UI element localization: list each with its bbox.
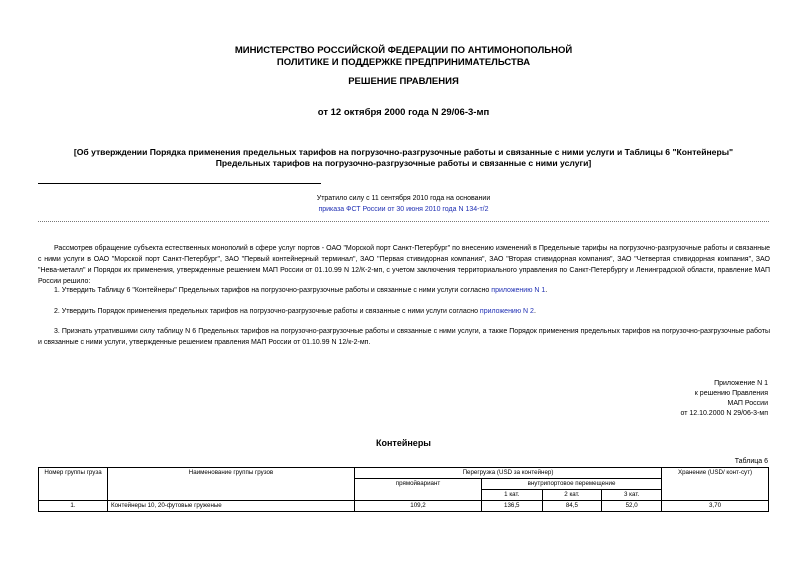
header-cat-3: 3 кат. xyxy=(602,490,662,501)
table-label: Таблица 6 xyxy=(734,458,768,465)
status-note xyxy=(0,194,807,215)
row-cat-2: 84,5 xyxy=(542,501,602,512)
header-port-move: внутрипортовое перемещение xyxy=(482,479,662,490)
item-2-text: 2. Утвердить Порядок применения предельных тарифов на погрузочно-разгрузочные работы и связанные с ними услуги согласно xyxy=(54,308,480,315)
header-num: Номер группы груза xyxy=(39,468,108,501)
header-transship: Перегрузка (USD за контейнер) xyxy=(355,468,662,479)
appendix-line-2: к решению Правления xyxy=(694,390,768,397)
ministry-line-2: ПОЛИТИКЕ И ПОДДЕРЖКЕ ПРЕДПРИНИМАТЕЛЬСТВА xyxy=(276,57,531,68)
item-1: 1. Утвердить Таблицу 6 "Контейнеры" Предельных тарифов на погрузочно-разгрузочные работы и связанные с ними услуги согласно приложению N 1. xyxy=(54,287,548,294)
tariff-table xyxy=(38,467,769,512)
header-direct: прямойвариант xyxy=(355,479,482,501)
appendix-1-link[interactable]: приложению N 1 xyxy=(491,287,546,294)
row-cat-3: 52,0 xyxy=(602,501,662,512)
appendix-2-link[interactable]: приложению N 2 xyxy=(479,308,534,315)
doc-title xyxy=(0,147,807,169)
item-3: 3. Признать утратившими силу таблицу N 6 Предельных тарифов на погрузочно-разгрузочные работы и связанные с ними услуги, а также Порядок применения предельных тарифов на погрузочно-разгрузочные работы и связанные с ними услуги, утвержденные решением правления МАП России от 01.10.99 N 12/к-2-мп. xyxy=(38,328,770,346)
header-name: Наименование группы грузов xyxy=(108,468,355,501)
table-row xyxy=(39,501,769,512)
status-rule xyxy=(38,221,769,222)
item-2: 2. Утвердить Порядок применения предельных тарифов на погрузочно-разгрузочные работы и связанные с ними услуги согласно приложению N 2. xyxy=(54,308,536,315)
row-num: 1. xyxy=(39,501,108,512)
intro-paragraph: Рассмотрев обращение субъекта естественных монополий в сфере услуг портов - ОАО "Морской порт Санкт-Петербург" по внесению изменений в Предельные тарифы на погрузочно-разгрузочные работы и связанные с ними услуги в ОАО "Морской порт Санкт-Петербург", ЗАО "Первый контейнерный терминал", ЗАО "Первая стивидорная компания", ЗАО "Вторая стивидорная компания", ЗАО "Четвертая стивидорная компания", ЗАО "Нева-металл" и Порядок их применения, утвержденные решением МАП России от 01.10.99 N 12/К-2-мп, с учетом заключения территориального управления по Санкт-Петербургу и Ленинградской области, правление МАП России решило: xyxy=(38,245,770,285)
appendix-line-1: Приложение N 1 xyxy=(714,380,768,387)
row-name: Контейнеры 10, 20-футовые груженые xyxy=(108,501,355,512)
header-cat-1: 1 кат. xyxy=(482,490,543,501)
status-text: Утратило силу с 11 сентября 2010 года на основании xyxy=(316,195,491,202)
status-link[interactable]: приказа ФСТ России от 30 июня 2010 года N 134-т/2 xyxy=(318,205,489,213)
doc-date: от 12 октября 2000 года N 29/06-3-мп xyxy=(317,107,490,118)
appendix-caption xyxy=(560,379,768,419)
appendix-line-4: от 12.10.2000 N 29/06-3-мп xyxy=(680,410,768,417)
doc-title-line-1: [Об утверждении Порядка применения предельных тарифов на погрузочно-разгрузочные работы и связанные с ними услуги и Таблицы 6 "Контейнеры" xyxy=(73,147,734,157)
item-1-text: 1. Утвердить Таблицу 6 "Контейнеры" Предельных тарифов на погрузочно-разгрузочные работы и связанные с ними услуги согласно xyxy=(54,287,492,294)
doc-type: РЕШЕНИЕ ПРАВЛЕНИЯ xyxy=(348,76,459,87)
ministry-header xyxy=(0,45,807,69)
ministry-line-1: МИНИСТЕРСТВО РОССИЙСКОЙ ФЕДЕРАЦИИ ПО АНТИМОНОПОЛЬНОЙ xyxy=(234,45,573,56)
row-storage: 3,70 xyxy=(662,501,769,512)
table-header-row xyxy=(39,468,769,479)
header-storage: Хранение (USD/ конт-сут) xyxy=(662,468,769,501)
header-cat-2: 2 кат. xyxy=(542,490,602,501)
row-direct: 109,2 xyxy=(355,501,482,512)
row-cat-1: 136,5 xyxy=(482,501,543,512)
doc-title-line-2: Предельных тарифов на погрузочно-разгрузочные работы и связанные с ними услуги] xyxy=(215,158,592,168)
appendix-heading: Контейнеры xyxy=(376,438,431,448)
appendix-line-3: МАП России xyxy=(727,400,768,407)
title-rule xyxy=(38,183,321,184)
